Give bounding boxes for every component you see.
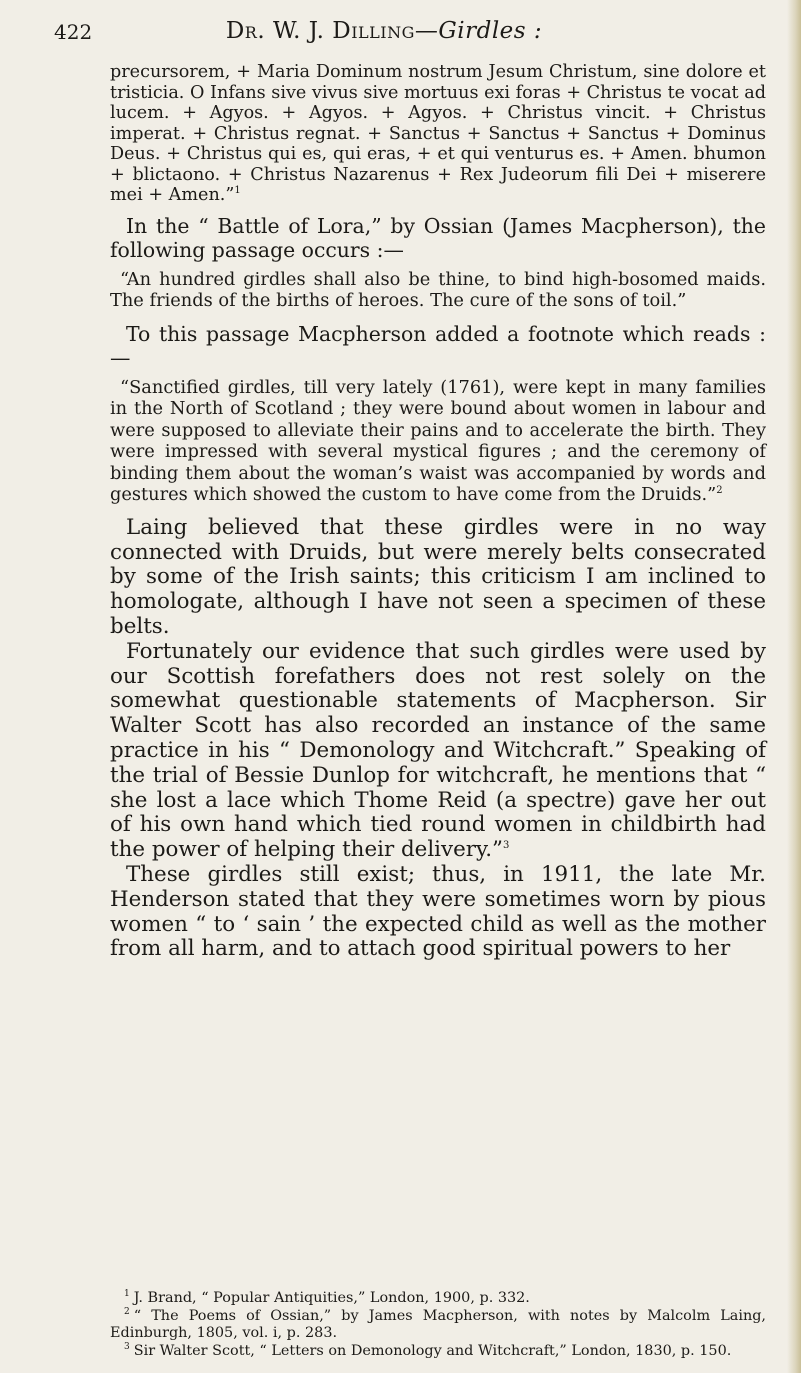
scott-paragraph: Fortunately our evidence that such girdles were used by our Scottish forefathers does not rest solely on the somewhat questionable statements of Macpherson. Sir Walter Scott has also recorded an instance of the same practice in his “ Demonology and Witchcraft.” Speaking of the trial of Bessie Dunlop for witchcraft, he mentions that “ she lost a lace which Thome Reid (a spectre) gave her out of his own hand which tied round women in childbirth had the power of helping their delivery.”$^3$ bbox=[110, 638, 766, 863]
main-text bbox=[110, 62, 766, 962]
laing-paragraph: Laing believed that these girdles were in no way connected with Druids, but were merely belts consecrated by some of the Irish saints; this criticism I am inclined to homologate, although I have not seen a specimen of these belts. bbox=[110, 514, 766, 640]
running-head-subject: Girdles : bbox=[438, 18, 543, 44]
henderson-paragraph: These girdles still exist; thus, in 1911, the late Mr. Henderson stated that they were sometimes worn by pious women “ to ‘ sain ’ the expected child as well as the mother from all harm, and to attach good spiritual powers to her bbox=[110, 862, 766, 962]
battle-of-lora-paragraph: In the “ Battle of Lora,” by Ossian (James Macpherson), the following passage occurs :— bbox=[110, 213, 766, 262]
running-head-author: Dr. W. J. Dilling bbox=[225, 18, 415, 44]
footnote-ref-1: 1 bbox=[234, 185, 241, 197]
ossian-quote: “An hundred girdles shall also be thine, to bind high-bosomed maids. The friends of the births of heroes. The cure of the sons of toil.” bbox=[110, 268, 766, 312]
running-head-separator: — bbox=[414, 18, 439, 44]
page-header bbox=[54, 18, 754, 50]
latin-charm-paragraph: precursorem, + Maria Dominum nostrum Jesum Christum, sine dolore et tristicia. O Infans sive vivus sive mortuus exi foras + Christus te vocat ad lucem. + Agyos. + Agyos. + Agyos. + Christus vincit. + Christus imperat. + Christus regnat. + Sanctus + Sanctus + Sanctus + Dominus Deus. + Christus qui es, qui eras, + et qui venturus es. + Amen. bhumon + blictaono. + Christus Nazarenus + Rex Judeorum fili Dei + miserere mei + Amen.”$^1$ bbox=[110, 62, 766, 205]
footnote-2: $^2$ “ The Poems of Ossian,” by James Macpherson, with notes by Malcolm Laing, Edinburgh, 1805, vol. i, p. 283. bbox=[110, 1306, 766, 1342]
footnote-ref-3: 3 bbox=[502, 840, 510, 852]
page-number: 422 bbox=[54, 20, 93, 44]
footnote-ref-2: 2 bbox=[716, 485, 723, 497]
footnote-3: $^3$ Sir Walter Scott, “ Letters on Demonology and Witchcraft,” London, 1830, p. 150. bbox=[124, 1341, 732, 1359]
macpherson-footnote-quote: “Sanctified girdles, till very lately (1761), were kept in many families in the North of Scotland ; they were bound about women in labour and were supposed to alleviate their pains and to accelerate the birth. They were impressed with several mystical figures ; and the ceremony of binding them about the woman’s waist was accompanied by words and gestures which showed the custom to have come from the Druids.”$^2$ bbox=[110, 376, 766, 506]
running-head bbox=[54, 18, 714, 44]
footnotes bbox=[110, 1290, 766, 1360]
page-edge-shadow bbox=[787, 0, 801, 1373]
footnote-1: $^1$ J. Brand, “ Popular Antiquities,” London, 1900, p. 332. bbox=[124, 1289, 530, 1306]
macpherson-footnote-intro: To this passage Macpherson added a footnote which reads :— bbox=[110, 321, 766, 370]
